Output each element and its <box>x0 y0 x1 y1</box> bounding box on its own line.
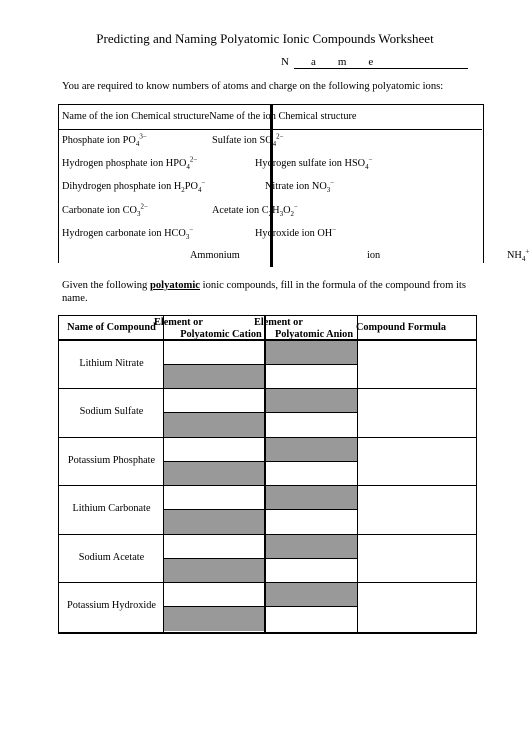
header-cation-line1: Element or <box>154 317 203 328</box>
cation-shaded-cell <box>164 510 264 534</box>
ion-hydrogen-phosphate: Hydrogen phosphate ion $HPO_4^{2-}$ <box>62 155 198 172</box>
ion-hydrogen-carbonate: Hydrogen carbonate ion $HCO_3^-$ <box>62 225 194 242</box>
anion-shaded-cell <box>266 438 357 461</box>
compound-name: Potassium Phosphate <box>67 455 156 466</box>
ion-sulfate: Sulfate ion $SO_4^{2-}$ <box>212 132 284 149</box>
ion-hydrogen-sulfate: Hydrogen sulfate ion $HSO_4^-$ <box>255 155 373 172</box>
compound-name: Sodium Acetate <box>78 552 145 563</box>
instructions-text: Given the following polyatomic ionic compounds, fill in the formula of the compound from its name. <box>62 280 466 304</box>
header-anion <box>252 317 362 341</box>
anion-shaded-cell <box>266 486 357 509</box>
anion-shaded-cell <box>266 341 357 364</box>
header-cation-line2: Polyatomic Cation <box>180 329 262 340</box>
intro-text: You are required to know numbers of atoms and charge on the following polyatomic ions: <box>62 81 444 92</box>
header-name-of-compound: Name of Compound <box>67 322 156 333</box>
header-compound-formula: Compound Formula <box>355 322 447 333</box>
name-input-line[interactable] <box>294 68 468 69</box>
cation-shaded-cell <box>164 413 264 437</box>
ion-dihydrogen-phosphate: Dihydrogen phosphate ion $H_2PO_4^-$ <box>62 178 206 195</box>
cation-shaded-cell <box>164 462 264 485</box>
anion-shaded-cell <box>266 535 357 558</box>
header-anion-line1: Element or <box>254 317 303 328</box>
compound-name: Sodium Sulfate <box>79 406 144 417</box>
compound-name: Potassium Hydroxide <box>67 600 156 611</box>
compound-name: Lithium Nitrate <box>79 358 144 369</box>
worksheet-title: Predicting and Naming Polyatomic Ionic Compounds Worksheet <box>96 31 434 46</box>
ion-carbonate: Carbonate ion $CO_3^{2-}$ <box>62 202 148 219</box>
ion-ammonium-word: ion <box>367 250 381 261</box>
cation-shaded-cell <box>164 559 264 582</box>
ion-nitrate: Nitrate ion $NO_3^-$ <box>265 178 335 195</box>
header-anion-line2: Polyatomic Anion <box>274 329 354 340</box>
ion-ammonium-formula: $NH_4^+$ <box>507 247 530 264</box>
cation-shaded-cell <box>164 365 264 388</box>
ion-hydroxide: Hydroxide ion OH− <box>255 225 337 239</box>
compound-name: Lithium Carbonate <box>72 503 151 514</box>
ions-header: Name of the ion Chemical structureName of the ion Chemical structure <box>62 111 357 122</box>
name-label: Name <box>281 56 396 68</box>
ion-acetate: Acetate ion $C_2H_3O_2^-$ <box>212 202 298 219</box>
cation-shaded-cell <box>164 607 264 631</box>
anion-shaded-cell <box>266 583 357 606</box>
anion-shaded-cell <box>266 389 357 412</box>
ion-phosphate: Phosphate ion $PO_4^{3-}$ <box>62 132 147 149</box>
ion-ammonium-label: Ammonium <box>190 250 240 261</box>
table-col-divider <box>357 315 358 632</box>
